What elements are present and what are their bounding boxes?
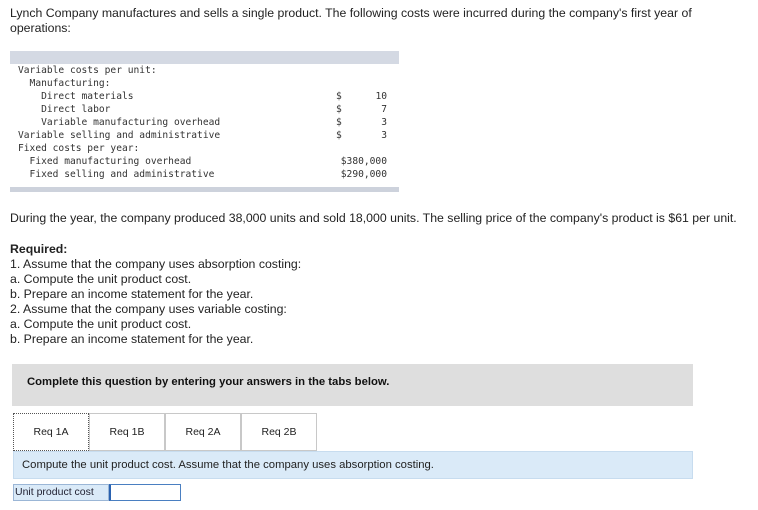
table-row <box>10 65 399 78</box>
required-line: a. Compute the unit product cost. <box>10 317 192 331</box>
cost-table <box>10 51 399 193</box>
required-line: b. Prepare an income statement for the year. <box>10 287 254 301</box>
unit-product-cost-input[interactable] <box>109 484 181 501</box>
row-value: 3 <box>381 117 387 128</box>
dollar-sign: $ <box>336 104 342 115</box>
required-line: a. Compute the unit product cost. <box>10 272 192 286</box>
dollar-sign: $ <box>336 130 342 141</box>
tab-prompt: Compute the unit product cost. Assume that the company uses absorption costing. <box>22 459 434 471</box>
row-label: Fixed costs per year: <box>18 143 140 154</box>
table-footer-bar <box>10 187 399 192</box>
row-value: 7 <box>381 104 387 115</box>
tab-req-2a[interactable]: Req 2A <box>165 413 241 451</box>
tab-prompt-bar <box>13 451 693 479</box>
table-row <box>10 104 399 117</box>
table-row <box>10 117 399 130</box>
tab-req-2b[interactable]: Req 2B <box>241 413 317 451</box>
tab-req-1a[interactable]: Req 1A <box>13 413 89 451</box>
row-label: Variable manufacturing overhead <box>18 117 221 128</box>
table-row <box>10 78 399 91</box>
row-value: 3 <box>381 130 387 141</box>
required-line: b. Prepare an income statement for the year. <box>10 332 254 346</box>
production-paragraph: During the year, the company produced 38,000 units and sold 18,000 units. The selling price of the company's product is $61 per unit. <box>10 211 737 225</box>
table-row <box>10 91 399 104</box>
required-heading: Required: <box>10 242 68 256</box>
required-line: 1. Assume that the company uses absorption costing: <box>10 257 302 271</box>
row-label: Variable selling and administrative <box>18 130 221 141</box>
row-label: Direct materials <box>18 91 134 102</box>
row-label: Fixed manufacturing overhead <box>18 156 192 167</box>
row-value: $290,000 <box>340 169 387 180</box>
table-header-bar <box>10 51 399 64</box>
row-value: $380,000 <box>340 156 387 167</box>
dollar-sign: $ <box>336 91 342 102</box>
unit-product-cost-label: Unit product cost <box>13 484 109 501</box>
table-row <box>10 156 399 169</box>
required-section <box>10 242 301 347</box>
intro-text: Lynch Company manufactures and sells a single product. The following costs were incurred during the company's first year of operations: <box>10 6 692 35</box>
instructions-text: Complete this question by entering your answers in the tabs below. <box>27 376 390 388</box>
row-value: 10 <box>375 91 387 102</box>
table-row <box>10 130 399 143</box>
required-line: 2. Assume that the company uses variable costing: <box>10 302 287 316</box>
row-label: Fixed selling and administrative <box>18 169 215 180</box>
row-label: Direct labor <box>18 104 111 115</box>
dollar-sign: $ <box>336 117 342 128</box>
table-row <box>10 143 399 156</box>
instructions-box <box>12 364 693 406</box>
row-label: Variable costs per unit: <box>18 65 157 76</box>
row-label: Manufacturing: <box>18 78 111 89</box>
tab-req-1b[interactable]: Req 1B <box>89 413 165 451</box>
table-row <box>10 169 399 182</box>
